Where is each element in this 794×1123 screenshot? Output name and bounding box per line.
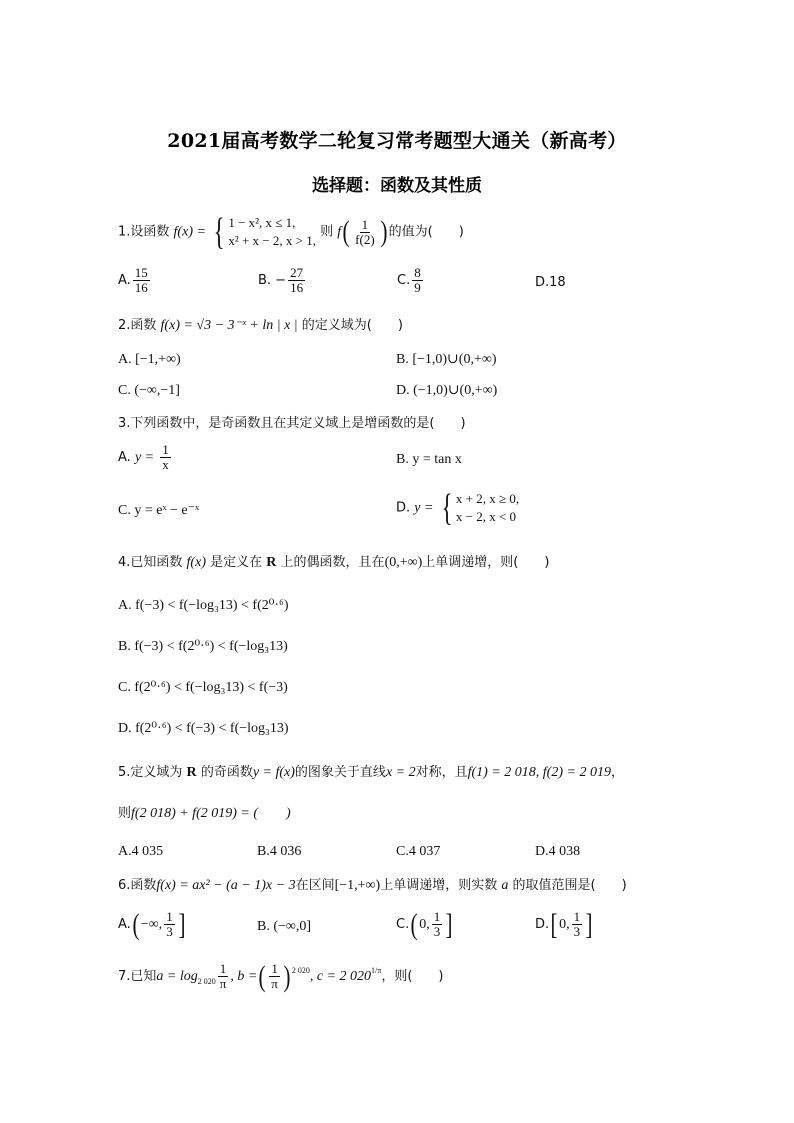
- q6-a-lparen: (: [132, 907, 140, 941]
- q6-c-label: C.: [396, 917, 410, 932]
- q1-option-b: [258, 266, 307, 295]
- q1-c-label: C.: [397, 273, 411, 288]
- q6-d-lbracket: [: [550, 907, 558, 941]
- q3-a-den: x: [162, 457, 169, 472]
- q1-option-a: [118, 266, 152, 295]
- q5-stem-expr2: x = 2: [385, 765, 416, 780]
- q6-c-rbracket: ]: [445, 907, 453, 941]
- q6-a-num: 1: [166, 909, 173, 924]
- q3-option-a: [118, 443, 173, 472]
- question-4: [118, 555, 549, 571]
- q6-stem-b: 在区间: [295, 878, 335, 893]
- q6-stem-int: [−1,+∞): [334, 878, 381, 893]
- q3-d-cases: [456, 490, 519, 526]
- q1-cases: [228, 214, 316, 250]
- q6-d-left: 0,: [559, 917, 570, 932]
- q7-c-exp-den: π: [377, 966, 382, 975]
- q5-stem-expr3: f(1) = 2 018, f(2) = 2 019: [467, 765, 611, 780]
- q1-brace: {: [213, 211, 225, 253]
- q2-option-b: B. [−1,0)∪(0,+∞): [396, 352, 497, 367]
- q1-fraction: [353, 218, 377, 247]
- q7-a-base: 2 020: [197, 977, 216, 986]
- q3-a-num: 1: [162, 442, 169, 457]
- q7-b-num: 1: [271, 961, 278, 976]
- q1-option-c: [397, 266, 425, 295]
- q1-then: 则: [320, 224, 334, 240]
- q6-c-den: 3: [433, 924, 441, 939]
- q3-a-y: y =: [134, 450, 155, 465]
- q3-d-label: D.: [396, 500, 411, 516]
- q4-option-d: D. f(2⁰·⁶) < f(−3) < f(−log₃13): [118, 721, 289, 736]
- q6-a-label: A.: [118, 917, 131, 932]
- q3-a-label: A.: [118, 450, 131, 465]
- q5-option-c: C.4 037: [396, 844, 441, 859]
- q6-stem-c: 上单调递增，则实数: [380, 878, 498, 893]
- q1-a-label: A.: [118, 273, 131, 288]
- q7-c-exp: 1/π: [371, 966, 382, 975]
- q1-b-num: 27: [290, 265, 304, 280]
- question-6: [118, 878, 627, 894]
- q6-a-frac: [164, 910, 175, 939]
- q2-suffix: 的定义域为( ): [301, 318, 403, 333]
- q6-option-d: [535, 907, 594, 941]
- q5-option-a: A.4 035: [118, 844, 164, 859]
- q4-stem-b: 是定义在: [210, 555, 263, 570]
- q3-d-y: y =: [414, 500, 434, 516]
- q1-prefix: 1.设函数: [118, 224, 170, 240]
- q6-option-a: [118, 907, 187, 941]
- q4-stem-fx: f(x): [186, 555, 206, 570]
- q6-c-frac: [432, 910, 443, 939]
- q7-c-exp-num: 1: [371, 966, 376, 975]
- q1-a-den: 16: [134, 280, 148, 295]
- q5-stem-expr1: y = f(x): [252, 765, 295, 780]
- q2-option-d: D. (−1,0)∪(0,+∞): [396, 383, 498, 398]
- q3-d-case-1: x + 2, x ≥ 0,: [455, 491, 520, 506]
- q4-option-c: C. f(2⁰·⁶) < f(−log₃13) < f(−3): [118, 680, 288, 695]
- q1-option-d: D.18: [535, 275, 566, 290]
- q5-stem-e: ，: [610, 765, 624, 780]
- q7-a-den: π: [219, 976, 227, 991]
- q5-line2-expr: f(2 018) + f(2 019) = ( ): [131, 806, 291, 821]
- q6-c-num: 1: [433, 909, 441, 924]
- q2-prefix: 2.函数: [118, 318, 157, 333]
- q3-option-c: C. y = eˣ − e⁻ˣ: [118, 503, 200, 518]
- q5-line2-a: 则: [118, 806, 132, 821]
- document-subtitle: 选择题：函数及其性质: [312, 176, 482, 196]
- q7-suffix: ，则( ): [381, 969, 444, 984]
- q3-d-brace: {: [441, 487, 453, 529]
- q7-a-num: 1: [219, 961, 227, 976]
- q5-line-2: [118, 806, 291, 822]
- q1-b-label: B. −: [258, 273, 287, 288]
- q4-stem-d: 上单调递增，则( ): [422, 555, 550, 570]
- q1-b-frac: [288, 266, 305, 295]
- q6-c-lparen: (: [410, 907, 418, 941]
- question-3: 3.下列函数中，是奇函数且在其定义域上是增函数的是( ): [118, 416, 466, 431]
- q4-stem-r: R: [266, 555, 277, 570]
- q1-case-1: 1 − x², x ≤ 1,: [228, 215, 296, 230]
- question-7: [118, 959, 444, 993]
- question-2: [118, 318, 403, 334]
- q2-option-c: C. (−∞,−1]: [118, 383, 180, 398]
- q4-stem-a: 4.已知函数: [118, 555, 183, 570]
- q6-c-left: 0,: [419, 917, 430, 932]
- q6-stem-expr: f(x) = ax² − (a − 1)x − 3: [156, 878, 296, 893]
- q3-option-b: B. y = tan x: [396, 452, 462, 467]
- document-title: 2021届高考数学二轮复习常考题型大通关（新高考）: [167, 130, 627, 152]
- q1-b-den: 16: [290, 280, 304, 295]
- q6-d-rbracket: ]: [585, 907, 593, 941]
- q7-b-lparen: (: [258, 959, 266, 993]
- q4-stem-c: 上的偶函数，且在: [280, 555, 385, 570]
- q7-b-expr: , b =: [230, 969, 258, 984]
- q1-fx: f(x) =: [173, 224, 206, 240]
- q1-a-num: 15: [134, 265, 148, 280]
- q1-c-frac: [412, 266, 423, 295]
- q5-option-b: B.4 036: [257, 844, 302, 859]
- q5-stem-b: 的奇函数: [200, 765, 253, 780]
- q2-option-a: A. [−1,+∞): [118, 352, 181, 367]
- q6-a-left: −∞,: [140, 917, 163, 932]
- q3-a-frac: [160, 443, 171, 472]
- q5-stem-a: 5.定义域为: [118, 765, 183, 780]
- q1-f: f: [337, 224, 342, 240]
- q7-a-expr: a = log: [156, 969, 198, 984]
- question-1: [118, 211, 464, 253]
- q7-a-frac: [218, 962, 229, 991]
- q1-frac-num: 1: [361, 216, 369, 232]
- q5-stem-d: 对称，且: [415, 765, 468, 780]
- q5-option-d: D.4 038: [535, 844, 581, 859]
- q1-c-num: 8: [414, 265, 421, 280]
- q1-frac-den: f(2): [355, 231, 375, 247]
- q6-stem-a-var: a: [501, 878, 509, 893]
- q1-rparen: ): [380, 215, 388, 248]
- q6-d-num: 1: [573, 909, 581, 924]
- q7-c-expr: , c = 2 020: [309, 969, 372, 984]
- q1-lparen: (: [342, 215, 350, 248]
- q6-d-frac: [572, 910, 583, 939]
- q4-option-b: B. f(−3) < f(2⁰·⁶) < f(−log₃13): [118, 639, 288, 654]
- q7-b-exp: 2 020: [291, 966, 310, 975]
- q6-d-den: 3: [573, 924, 581, 939]
- q7-b-rparen: ): [283, 959, 291, 993]
- q6-d-label: D.: [535, 917, 550, 932]
- q6-a-rbracket: ]: [178, 907, 186, 941]
- q1-c-den: 9: [414, 280, 421, 295]
- q1-a-frac: [133, 266, 150, 295]
- q3-option-d: [396, 487, 520, 529]
- question-5: [118, 765, 624, 781]
- q6-option-c: [396, 907, 454, 941]
- q4-option-a: A. f(−3) < f(−log₃13) < f(2⁰·⁶): [118, 598, 289, 613]
- q7-b-frac: [269, 962, 280, 991]
- q5-stem-r: R: [186, 765, 197, 780]
- q7-prefix: 7.已知: [118, 969, 157, 984]
- q6-option-b: B. (−∞,0]: [257, 919, 312, 934]
- q6-stem-a: 6.函数: [118, 878, 157, 893]
- q5-stem-c: 的图象关于直线: [294, 765, 386, 780]
- q4-stem-int: (0,+∞): [384, 555, 423, 570]
- q7-b-den: π: [271, 976, 278, 991]
- q1-suffix: 的值为( ): [388, 224, 464, 240]
- q1-case-2: x² + x − 2, x > 1,: [228, 233, 316, 248]
- q3-d-case-2: x − 2, x < 0: [455, 509, 517, 524]
- q6-a-den: 3: [166, 924, 173, 939]
- q2-expr: f(x) = √3 − 3⁻ˣ + ln | x |: [160, 318, 298, 333]
- q6-stem-d: 的取值范围是( ): [512, 878, 627, 893]
